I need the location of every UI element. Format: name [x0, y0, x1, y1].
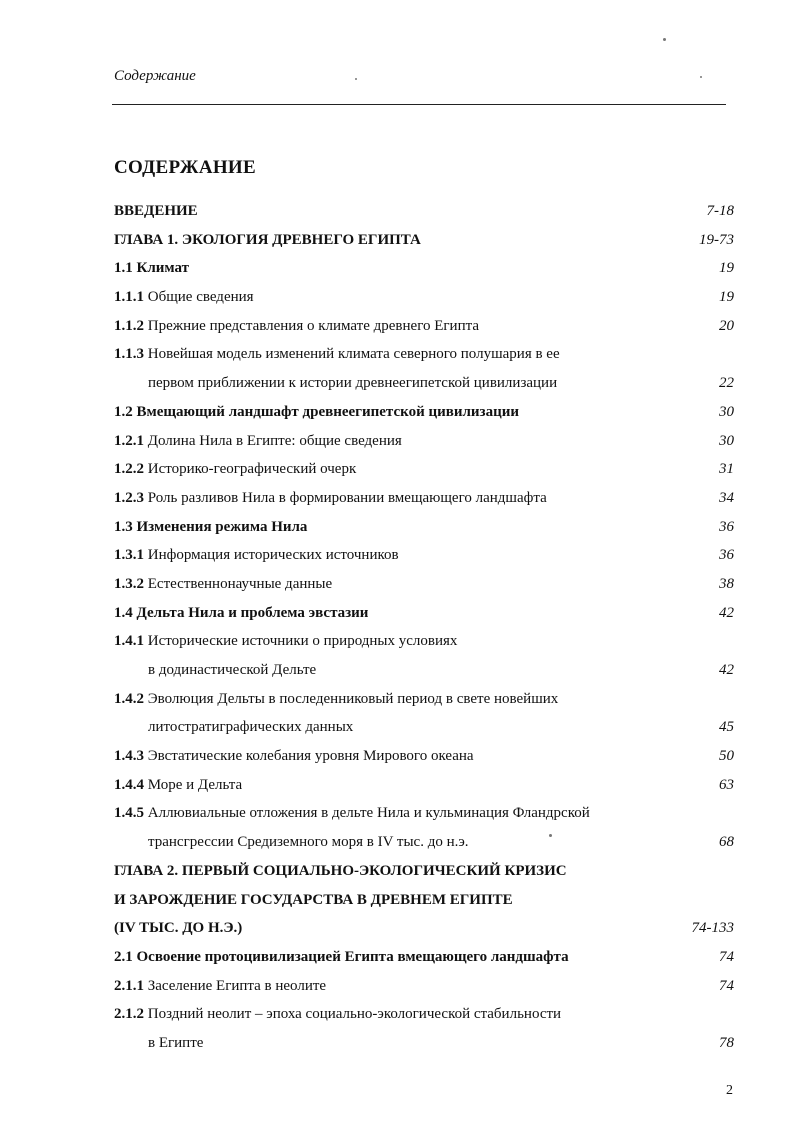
toc-entry-label: 1.1 Климат [114, 260, 190, 277]
toc-entry-text [114, 914, 674, 943]
toc-entry-label: ГЛАВА 1. ЭКОЛОГИЯ ДРЕВНЕГО ЕГИПТА [114, 231, 421, 248]
scan-speck [549, 834, 552, 837]
running-head: Содержание [114, 68, 196, 84]
toc-row [114, 771, 734, 800]
toc-entry-text [114, 742, 674, 771]
toc-entry-text [114, 943, 674, 972]
toc-entry-label: Эволюция Дельты в последенниковый период в свете новейших [144, 690, 559, 707]
toc-entry-text [114, 226, 674, 255]
toc-entry-label: Долина Нила в Египте: общие сведения [144, 432, 402, 449]
toc-entry-text [114, 627, 674, 656]
toc-entry-text [114, 312, 674, 341]
toc-entry-label: Море и Дельта [144, 776, 243, 793]
toc-entry-label: ВВЕДЕНИЕ [114, 203, 198, 219]
toc-entry-number: 1.2.3 [114, 489, 144, 506]
toc-entry-page: 19 [719, 260, 734, 277]
toc-entry-label: (IV ТЫС. ДО Н.Э.) [114, 920, 243, 937]
toc-row [114, 943, 734, 972]
toc-entry-text [114, 197, 674, 226]
toc-entry-page: 30 [719, 403, 734, 420]
toc-entry-label: первом приближении к истории древнеегипетской цивилизации [148, 375, 558, 392]
toc-entry-text [114, 799, 674, 828]
toc-entry-text [114, 513, 674, 542]
toc-title: СОДЕРЖАНИЕ [114, 157, 256, 178]
toc-entry-page: 50 [719, 748, 734, 765]
toc-row [114, 513, 734, 542]
toc-entry-label: Исторические источники о природных условиях [144, 633, 458, 650]
toc-entry-page: 38 [719, 575, 734, 592]
toc-entry-label: Информация исторических источников [144, 547, 399, 564]
toc-row [114, 398, 734, 427]
scan-speck [700, 76, 702, 78]
toc-entry-label: Эвстатические колебания уровня Мирового океана [144, 748, 474, 765]
toc-entry-label: в додинастической Дельте [148, 662, 317, 678]
toc-entry-page: 7-18 [706, 203, 734, 219]
toc-entry-label: Поздний неолит – эпоха социально-экологической стабильности [144, 1006, 562, 1023]
toc-row [114, 656, 734, 685]
toc-entry-text [114, 599, 674, 628]
toc-row [114, 742, 734, 771]
toc-entry-page: 34 [719, 489, 734, 506]
toc-entry-label: Заселение Египта в неолите [144, 977, 327, 994]
toc-entry-label: Естественнонаучные данные [144, 575, 333, 592]
toc-entry-label: Роль разливов Нила в формировании вмещающего ландшафта [144, 489, 547, 506]
toc-entry-page: 42 [719, 604, 734, 621]
toc-entry-number: 1.1.1 [114, 289, 144, 306]
toc-entry-text [114, 1029, 674, 1058]
toc-entry-label: литостратиграфических данных [148, 719, 354, 736]
toc-entry-label: Историко-географический очерк [144, 461, 357, 478]
toc-row [114, 369, 734, 398]
toc-entry-number: 1.4.1 [114, 633, 144, 650]
scan-speck [663, 38, 666, 41]
toc-entry-number: 1.1.2 [114, 317, 144, 334]
toc-entry-label: Аллювиальные отложения в дельте Нила и кульминация Фландрской [144, 805, 590, 822]
toc-entry-page: 63 [719, 776, 734, 793]
toc-entry-number: 1.3.1 [114, 547, 144, 564]
toc-entry-page: 19-73 [699, 231, 734, 248]
toc-entry-number: 1.4.2 [114, 690, 144, 707]
toc-entry-number: 1.4.3 [114, 748, 144, 765]
toc-entry-text [114, 886, 674, 915]
toc-entry-text [114, 857, 674, 886]
toc-row [114, 226, 734, 255]
toc-entry-text [114, 398, 674, 427]
toc-row [114, 283, 734, 312]
toc-row [114, 828, 734, 857]
toc-entry-text [114, 427, 674, 456]
toc-entry-label: И ЗАРОЖДЕНИЕ ГОСУДАРСТВА В ДРЕВНЕМ ЕГИПТЕ [114, 891, 513, 908]
toc-row [114, 254, 734, 283]
toc-row [114, 799, 734, 828]
toc-row [114, 914, 734, 943]
scan-speck [355, 78, 357, 80]
toc-row [114, 427, 734, 456]
toc-entry-text [114, 570, 674, 599]
toc-entry-page: 45 [719, 719, 734, 736]
toc-entry-label: в Египте [148, 1034, 204, 1051]
toc-entry-text [114, 713, 674, 742]
toc-entry-text [114, 656, 674, 685]
toc-entry-number: 1.3.2 [114, 575, 144, 592]
toc-row [114, 857, 734, 886]
toc-entry-text [114, 1000, 674, 1029]
toc-entry-page: 68 [719, 834, 734, 851]
table-of-contents [114, 197, 734, 1058]
toc-entry-text [114, 340, 674, 369]
toc-row [114, 541, 734, 570]
toc-entry-text [114, 283, 674, 312]
toc-entry-label: 1.2 Вмещающий ландшафт древнеегипетской цивилизации [114, 403, 519, 420]
toc-row [114, 340, 734, 369]
toc-entry-label: 1.4 Дельта Нила и проблема эвстазии [114, 604, 369, 621]
toc-row [114, 886, 734, 915]
toc-entry-page: 19 [719, 289, 734, 306]
toc-entry-page: 36 [719, 547, 734, 564]
toc-entry-text [114, 369, 674, 398]
toc-row [114, 197, 734, 226]
toc-entry-label: 2.1 Освоение протоцивилизацией Египта вмещающего ландшафта [114, 948, 569, 965]
toc-entry-page: 22 [719, 375, 734, 392]
toc-entry-page: 74-133 [691, 920, 734, 937]
toc-entry-page: 74 [719, 948, 734, 965]
toc-entry-text [114, 541, 674, 570]
toc-row [114, 570, 734, 599]
toc-entry-number: 1.4.5 [114, 805, 144, 822]
toc-entry-page: 30 [719, 432, 734, 449]
toc-row [114, 1000, 734, 1029]
toc-entry-page: 20 [719, 317, 734, 334]
toc-entry-label: Общие сведения [144, 289, 254, 306]
toc-row [114, 713, 734, 742]
toc-entry-label: Прежние представления о климате древнего Египта [144, 317, 479, 334]
page-number: 2 [726, 1083, 733, 1098]
toc-entry-text [114, 972, 674, 1001]
toc-entry-text [114, 828, 674, 857]
toc-entry-number: 1.2.2 [114, 461, 144, 478]
toc-entry-label: трансгрессии Средиземного моря в IV тыс. до н.э. [148, 834, 469, 851]
toc-row [114, 599, 734, 628]
toc-entry-page: 78 [719, 1034, 734, 1051]
toc-entry-label: ГЛАВА 2. ПЕРВЫЙ СОЦИАЛЬНО-ЭКОЛОГИЧЕСКИЙ КРИЗИС [114, 862, 567, 879]
toc-entry-page: 42 [719, 662, 734, 678]
toc-entry-page: 74 [719, 977, 734, 994]
toc-row [114, 312, 734, 341]
toc-entry-number: 1.2.1 [114, 432, 144, 449]
toc-entry-text [114, 771, 674, 800]
toc-entry-text [114, 254, 674, 283]
header-rule [112, 104, 726, 105]
toc-entry-label: Новейшая модель изменений климата северного полушария в ее [144, 346, 560, 363]
toc-entry-label: 1.3 Изменения режима Нила [114, 518, 308, 535]
toc-entry-page: 31 [719, 461, 734, 478]
toc-entry-page: 36 [719, 518, 734, 535]
toc-entry-text [114, 685, 674, 714]
toc-entry-number: 2.1.1 [114, 977, 144, 994]
toc-entry-text [114, 455, 674, 484]
toc-entry-text [114, 484, 674, 513]
toc-row [114, 972, 734, 1001]
toc-row [114, 455, 734, 484]
toc-entry-number: 1.4.4 [114, 776, 144, 793]
toc-row [114, 685, 734, 714]
toc-row [114, 484, 734, 513]
toc-row [114, 1029, 734, 1058]
toc-entry-number: 1.1.3 [114, 346, 144, 363]
toc-row [114, 627, 734, 656]
toc-entry-number: 2.1.2 [114, 1006, 144, 1023]
